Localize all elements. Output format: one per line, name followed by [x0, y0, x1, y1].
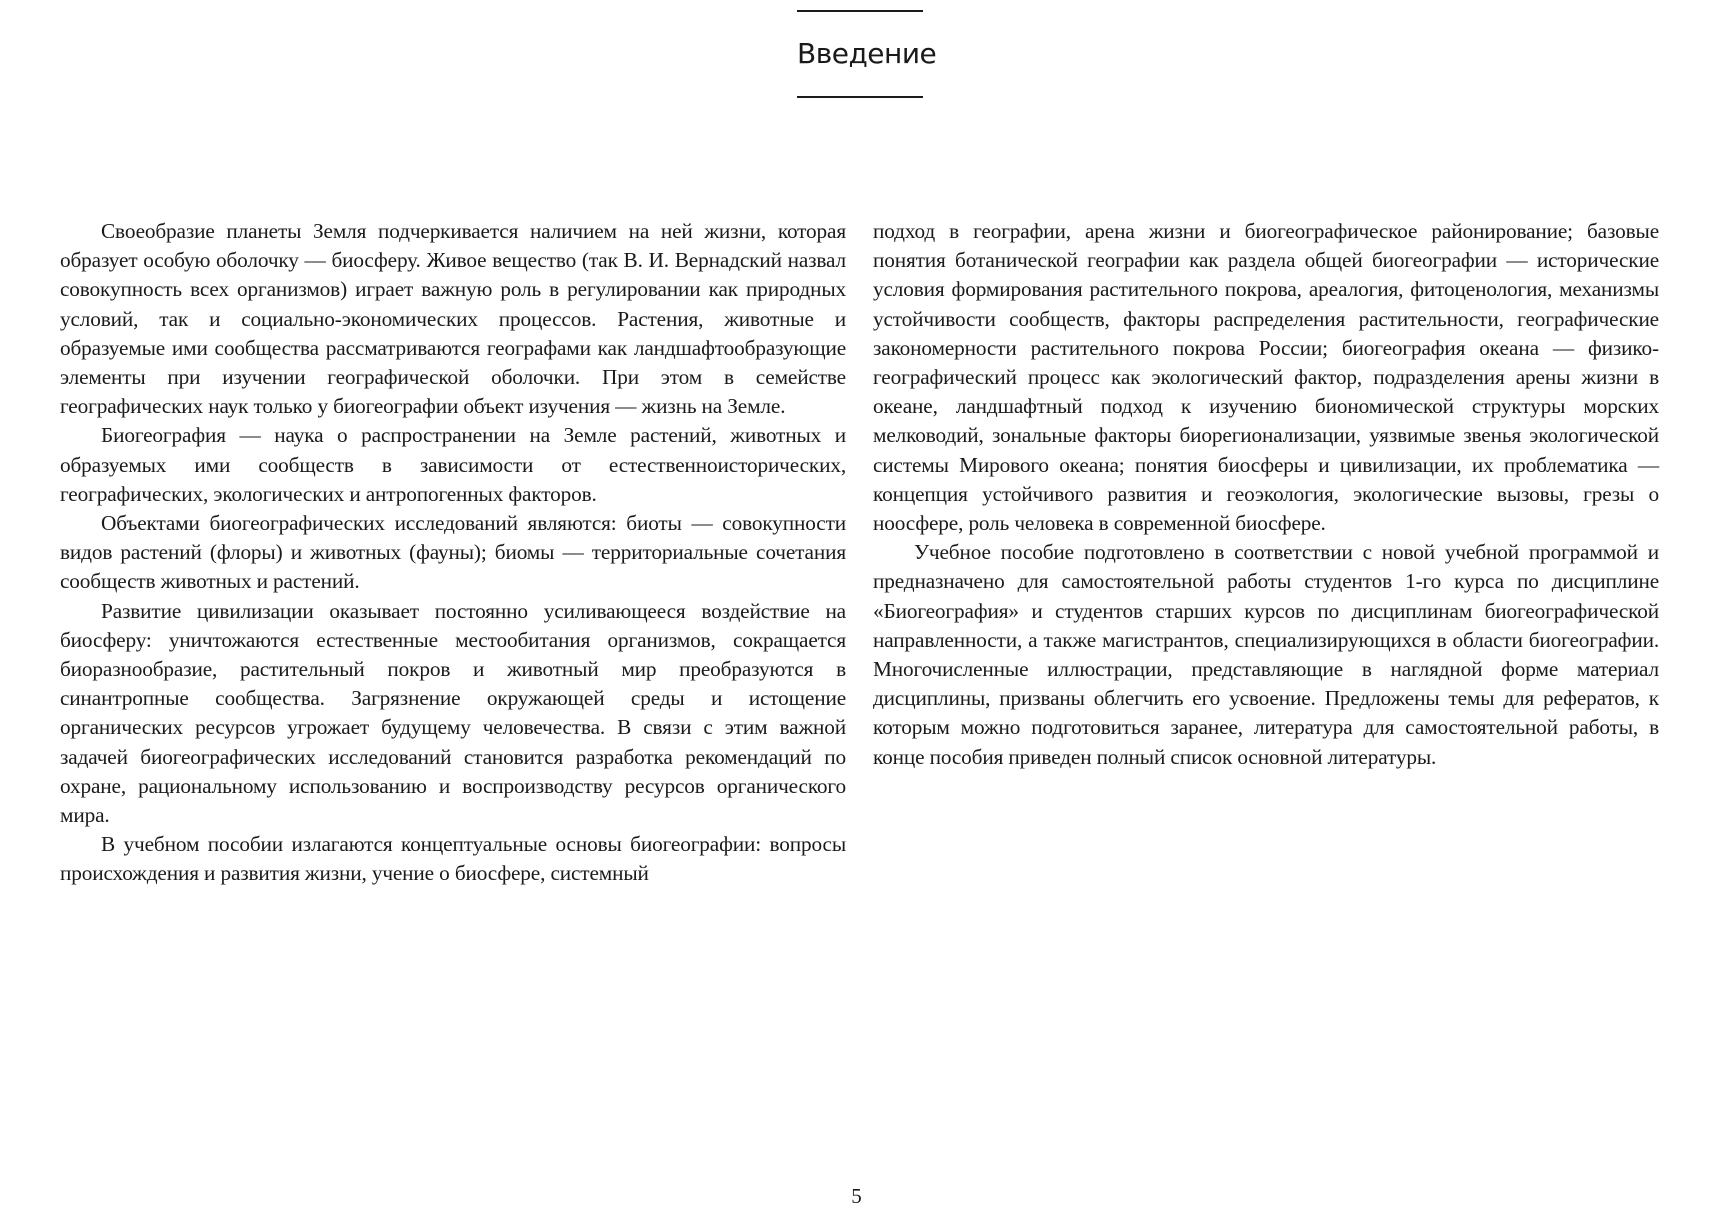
heading-bottom-rule: [797, 96, 923, 98]
paragraph-planet-earth: Своеобразие планеты Земля подчеркивается наличием на ней жизни, которая образует особую оболочку — биосферу. Живое вещество (так В. И. Вернадский назвал совокупность всех организмов) играет важную роль в регулировании как природных условий, так и социально-экономических процессов. Растения, животные и образуемые ими сообщества рассматриваются географами как ландшафтообразующие элементы при изучении географической оболочки. При этом в семействе географических наук только у биогеографии объект изучения — жизнь на Земле.: [60, 219, 846, 419]
paragraph-textbook-contents: В учебном пособии излагаются концептуальные основы биогеографии: вопросы происхождения и развития жизни, учение о биосфере, системный: [60, 832, 846, 886]
right-text-column: [873, 217, 1659, 772]
left-text-column: [60, 217, 846, 889]
paragraph-biogeography-definition: Биогеография — наука о распространении на Земле растений, животных и образуемых ими сообществ в зависимости от естественноисторических, географических, экологических и антропогенных факторов.: [60, 423, 846, 506]
paragraph-civilization-impact: Развитие цивилизации оказывает постоянно усиливающееся воздействие на биосферу: уничтожаются естественные местообитания организмов, сокращается биоразнообразие, растительный покров и животный мир преобразуются в синантропные сообщества. Загрязнение окружающей среды и истощение органических ресурсов угрожает будущему человечества. В связи с этим важной задачей биогеографических исследований становится разработка рекомендаций по охране, рациональному использованию и воспроизводству ресурсов органического мира.: [60, 598, 846, 828]
heading-top-rule: [797, 10, 923, 12]
chapter-heading: [797, 10, 937, 98]
page-number: 5: [851, 1184, 862, 1208]
paragraph-textbook-contents-continued: подход в географии, арена жизни и биогеографическое районирование; базовые понятия ботанической географии как раздела общей биогеографии — исторические условия формирования растительного покрова, ареалогия, фитоценология, механизмы устойчивости сообществ, факторы распределения растительности, географические закономерности растительного покрова России; биогеография океана — физико-географический процесс как экологический фактор, подразделения арены жизни в океане, ландшафтный подход к изучению биономической структуры морских мелководий, зональные факторы биорегионализации, уязвимые звенья экологической системы Мирового океана; понятия биосферы и цивилизации, их проблематика — концепция устойчивого развития и геоэкология, экологические вызовы, грезы о ноосфере, роль человека в современной биосфере.: [873, 219, 1659, 536]
chapter-title: Введение: [797, 37, 937, 70]
paragraph-research-objects: Объектами биогеографических исследований являются: биоты — совокупности видов растений (флоры) и животных (фауны); биомы — территориальные сочетания сообществ животных и растений.: [60, 511, 846, 594]
paragraph-textbook-purpose: Учебное пособие подготовлено в соответствии с новой учебной программой и предназначено для самостоятельной работы студентов 1-го курса по дисциплине «Биогеография» и студентов старших курсов по дисциплинам биогеографической направленности, а также магистрантов, специализирующихся в области биогеографии. Многочисленные иллюстрации, представляющие в наглядной форме материал дисциплины, призваны облегчить его усвоение. Предложены темы для рефератов, к которым можно подготовиться заранее, литература для самостоятельной работы, в конце пособия приведен полный список основной литературы.: [873, 540, 1659, 769]
